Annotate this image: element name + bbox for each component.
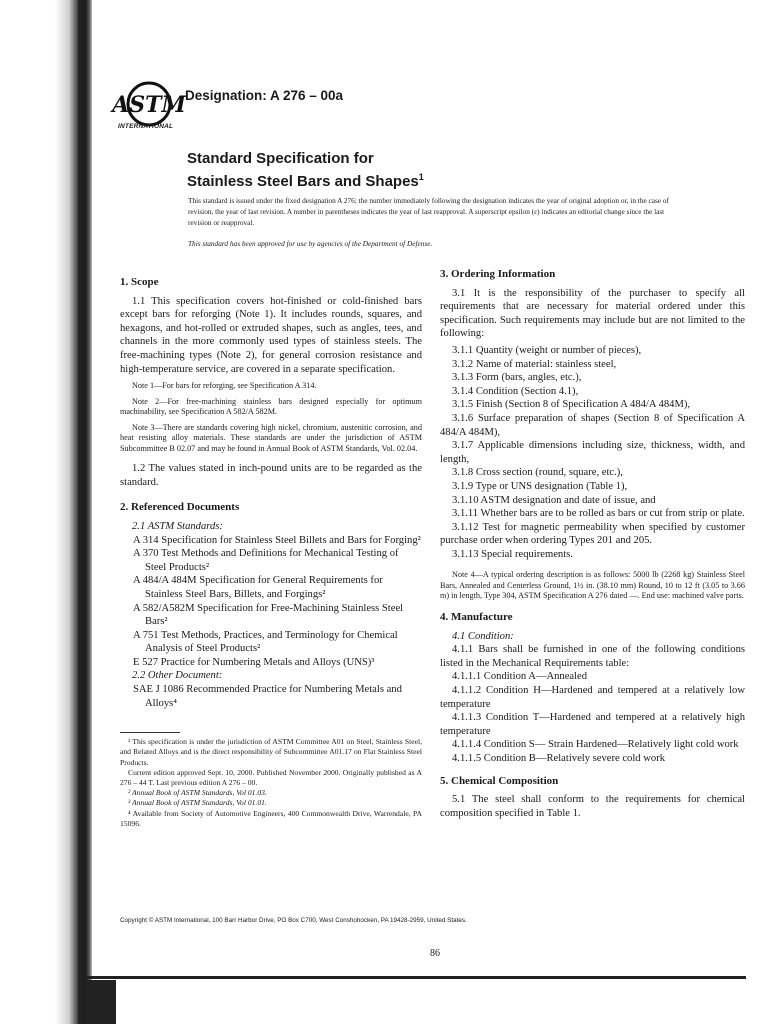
paragraph: 5.1 The steel shall conform to the requirements for chemical composition specified in Table 1. — [440, 794, 745, 819]
note: Note 3—There are standards covering high nickel, chromium, austenitic corrosion, and heat resisting alloy materials. These standards are under the jurisdiction of ASTM Subcommittee B 02.07 and may be found in Annual Book of ASTM Standards, Vol. 02.04. — [120, 422, 422, 453]
approval-note: This standard has been approved for use by agencies of the Department of Defense. — [188, 239, 433, 248]
note: Note 4—A typical ordering description is as follows: 5000 lb (2268 kg) Stainless Steel Bars, Annealed and Centerless Ground, 1½ in. (38.10 mm) Round, 10 to 12 ft (3.05 to 3.66 m) in length, Type 304, ASTM Specification A 276 dated —. End use: machined valve parts. — [440, 570, 745, 601]
footnote-rule — [120, 732, 180, 733]
page-number: 86 — [430, 948, 440, 959]
list-item: 3.1.6 Surface preparation of shapes (Section 8 of Specification A 484/A 484M), — [440, 412, 745, 438]
list-item: 3.1.11 Whether bars are to be rolled as bars or cut from strip or plate. — [452, 508, 745, 520]
list-item: 3.1.7 Applicable dimensions including size, thickness, width, and length, — [440, 440, 745, 465]
list-item: 3.1.8 Cross section (round, square, etc.), — [452, 467, 623, 479]
list-item: 4.1.1.2 Condition H—Hardened and tempered at a relatively low temperature — [440, 684, 745, 710]
reference-item: A 370 Test Methods and Definitions for Mechanical Testing of Steel Products² — [133, 548, 399, 573]
left-column — [120, 276, 422, 829]
footnote: ¹ This specification is under the jurisdiction of ASTM Committee A01 on Steel, Stainless Steel, and Related Alloys and is the direct responsibility of Subcommittee A01.17 on Flat Stainless Steel Products. — [120, 737, 422, 767]
list-item: 4.1.1.1 Condition A—Annealed — [452, 671, 588, 683]
designation: Designation: A 276 – 00a — [185, 88, 344, 103]
section-heading: 4. Manufacture — [440, 610, 513, 623]
right-column — [440, 268, 745, 823]
list-item: 3.1.1 Quantity (weight or number of pieces), — [452, 344, 642, 356]
copyright-line: Copyright © ASTM International, 100 Barr Harbor Drive, PO Box C700, West Conshohocken, PA 19428-2959, United States. — [120, 917, 467, 924]
footnote: Current edition approved Sept. 10, 2000. Published November 2000. Originally published as A 276 – 44 T. Last previous edition A 276 – 00. — [120, 767, 422, 788]
footnote: ² Annual Book of ASTM Standards, Vol 01.03. — [128, 788, 267, 798]
note: Note 2—For free-machining stainless bars designed especially for optimum machinability, see Specification A 582/A 582M. — [120, 396, 422, 417]
subheading: 2.1 ASTM Standards: — [132, 520, 223, 532]
reference-item: SAE J 1086 Recommended Practice for Numbering Metals and Alloys⁴ — [133, 684, 402, 709]
list-item: 4.1.1.3 Condition T—Hardened and tempered at a relatively high temperature — [440, 712, 745, 737]
footnote: ³ Annual Book of ASTM Standards, Vol 01.01. — [128, 798, 267, 808]
section-heading: 1. Scope — [120, 276, 159, 288]
note: Note 1—For bars for reforging, see Specification A 314. — [132, 381, 317, 391]
logo-subtext: INTERNATIONAL — [118, 123, 174, 130]
subheading: 2.2 Other Document: — [132, 670, 223, 682]
list-item: 3.1.3 Form (bars, angles, etc.), — [452, 372, 582, 384]
intro-note: This standard is issued under the fixed designation A 276; the number immediately following the designation indicates the year of original adoption or, in the case of revision, the year of last revision. A number in parentheses indicates the year of last reapproval. A superscript epsilon (ε) indicates an editorial change since the last revision or reapproval. — [188, 196, 669, 227]
reference-item: E 527 Practice for Numbering Metals and Alloys (UNS)³ — [133, 656, 375, 668]
subheading: 4.1 Condition: — [452, 630, 514, 642]
scan-edge-line — [78, 0, 86, 1024]
reference-item: A 582/A582M Specification for Free-Machining Stainless Steel Bars² — [133, 602, 404, 628]
reference-item: A 314 Specification for Stainless Steel Billets and Bars for Forging² — [133, 534, 421, 546]
reference-item: A 751 Test Methods, Practices, and Terminology for Chemical Analysis of Steel Products² — [133, 629, 398, 655]
scan-edge-corner — [86, 980, 116, 1024]
title-line1: Standard Specification for — [187, 150, 374, 167]
section-heading: 3. Ordering Information — [440, 268, 556, 280]
paragraph: 1.1 This specification covers hot-finished or cold-finished bars except bars for reforging (Note 1). It includes rounds, squares, and hexagons, and hot-rolled or extruded shapes, such as angles, tees, and channels in the more commonly used types of stainless steels. The free-machining types (Note 2), for general corrosion resistance and high-temperature service, are covered in a separate specification. — [120, 295, 422, 375]
paragraph: 3.1 It is the responsibility of the purchaser to specify all requirements that are necessary for material ordered under this specification. Such requirements may include but are not limited to the following: — [440, 287, 745, 340]
paragraph: 4.1.1 Bars shall be furnished in one of the following conditions listed in the Mechanical Requirements table: — [440, 644, 745, 669]
section-heading: 5. Chemical Composition — [440, 774, 559, 787]
scan-bottom-edge — [86, 976, 746, 979]
reference-item: A 484/A 484M Specification for General Requirements for Stainless Steel Bars, Billets, and Forgings² — [133, 575, 383, 600]
list-item: 3.1.5 Finish (Section 8 of Specification A 484/A 484M), — [452, 399, 691, 411]
list-item: 4.1.1.5 Condition B—Relatively severe cold work — [452, 752, 666, 764]
list-item: 3.1.13 Special requirements. — [452, 548, 573, 560]
footnote: ⁴ Available from Society of Automotive Engineers, 400 Commonwealth Drive, Warrendale, PA 15096. — [120, 808, 422, 828]
paragraph: 1.2 The values stated in inch-pound units are to be regarded as the standard. — [120, 463, 422, 488]
list-item: 3.1.4 Condition (Section 4.1), — [452, 385, 579, 397]
list-item: 4.1.1.4 Condition S— Strain Hardened—Relatively light cold work — [452, 739, 739, 751]
document-title — [187, 150, 424, 191]
title-line2: Stainless Steel Bars and Shapes$^1$ — [187, 172, 424, 190]
list-item: 3.1.10 ASTM designation and date of issue, and — [452, 494, 656, 506]
svg-text:ASTM: ASTM — [112, 92, 186, 118]
list-item: 3.1.12 Test for magnetic permeability when specified by customer purchase order when ordering Types 201 and 205. — [440, 521, 745, 547]
section-heading: 2. Referenced Documents — [120, 501, 240, 514]
list-item: 3.1.9 Type or UNS designation (Table 1), — [452, 480, 628, 492]
list-item: 3.1.2 Name of material: stainless steel, — [452, 358, 617, 370]
